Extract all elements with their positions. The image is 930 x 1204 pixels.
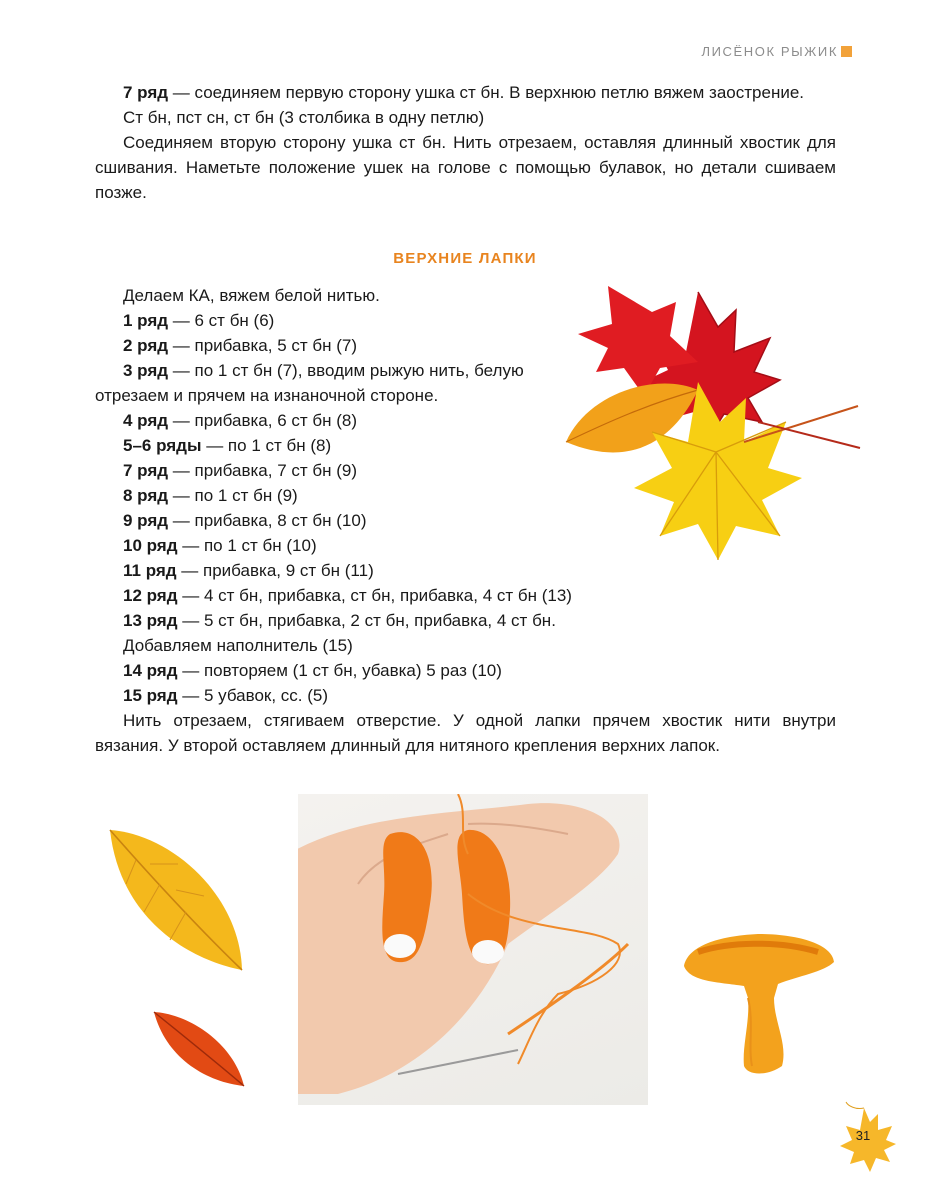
row-text: — 6 ст бн (6): [168, 311, 275, 330]
paws-row: [95, 558, 836, 583]
row-label: 2 ряд: [123, 336, 169, 355]
row-text: — 5 убавок, сс. (5): [177, 686, 329, 705]
row-label: 11 ряд: [123, 561, 177, 580]
row-text: — по 1 ст бн (8): [201, 436, 332, 455]
paws-row: [95, 608, 836, 633]
ears-row-7: [95, 80, 836, 105]
row-text: — прибавка, 5 ст бн (7): [168, 336, 358, 355]
row-label: 10 ряд: [123, 536, 178, 555]
row-label: 4 ряд: [123, 411, 169, 430]
ears-finish: Соединяем вторую сторону ушка ст бн. Нить отрезаем, оставляя длинный хвостик для сшивания. Наметьте положение ушек на голове с помощью булавок, но детали сшиваем позже.: [95, 133, 836, 202]
running-title: ЛИСЁНОК РЫЖИК: [701, 44, 838, 59]
row-text: — прибавка, 6 ст бн (8): [168, 411, 358, 430]
page-number: 31: [855, 1128, 871, 1143]
row-label: 7 ряд: [123, 461, 169, 480]
paws-row: [95, 508, 836, 533]
yellow-birch-leaf-illustration: [100, 824, 250, 974]
paws-finish: Нить отрезаем, стягиваем отверстие. У одной лапки прячем хвостик нити внутри вязания. У второй оставляем длинный для нитяного крепления верхних лапок.: [95, 711, 836, 755]
row-text: — по 1 ст бн (10): [177, 536, 317, 555]
ears-sharpening: Ст бн, пст сн, ст бн (3 столбика в одну петлю): [123, 108, 485, 127]
paws-intro: Делаем КА, вяжем белой нитью.: [123, 286, 380, 305]
row-text: — по 1 ст бн (9): [168, 486, 298, 505]
row-label: 15 ряд: [123, 686, 178, 705]
row-text: — прибавка, 8 ст бн (10): [168, 511, 367, 530]
paws-row: [95, 308, 836, 333]
paws-row: [95, 583, 836, 608]
running-title-mark: [841, 46, 852, 57]
row-text: — прибавка, 9 ст бн (11): [176, 561, 374, 580]
row-label: 8 ряд: [123, 486, 169, 505]
section-heading: ВЕРХНИЕ ЛАПКИ: [393, 250, 537, 267]
row-label: 1 ряд: [123, 311, 169, 330]
row-text: — по 1 ст бн (7), вводим рыжую нить, белую отрезаем и прячем на изнаночной стороне.: [95, 361, 524, 405]
row-label: 9 ряд: [123, 511, 169, 530]
ears-instructions: [95, 80, 836, 205]
row-label: 13 ряд: [123, 611, 178, 630]
row-label: 7 ряд: [123, 83, 169, 102]
row-text: — повторяем (1 ст бн, убавка) 5 раз (10): [177, 661, 502, 680]
paws-row: [95, 433, 836, 458]
paws-row: [95, 408, 836, 433]
small-red-leaf-illustration: [150, 1008, 248, 1090]
row-label: 5–6 ряды: [123, 436, 202, 455]
row-text: — 4 ст бн, прибавка, ст бн, прибавка, 4 ст бн (13): [177, 586, 572, 605]
row-text: — прибавка, 7 ст бн (9): [168, 461, 358, 480]
row-text: — соединяем первую сторону ушка ст бн. В верхнюю петлю вяжем заострение.: [168, 83, 805, 102]
chanterelle-mushroom-illustration: [678, 926, 838, 1076]
row-text: — 5 ст бн, прибавка, 2 ст бн, прибавка, 4 ст бн.: [177, 611, 556, 630]
paws-stuffing: Добавляем наполнитель (15): [123, 636, 353, 655]
paws-row: [95, 483, 836, 508]
paws-row: [95, 658, 836, 683]
page-number-block: [838, 1100, 900, 1174]
paws-row: [95, 358, 535, 408]
paws-row: [95, 333, 836, 358]
paws-row: [95, 458, 836, 483]
crocheted-paws-photo: [298, 794, 648, 1105]
paws-row: [95, 533, 836, 558]
row-label: 3 ряд: [123, 361, 169, 380]
paws-row: [95, 683, 836, 708]
upper-paws-instructions: [95, 283, 836, 758]
row-label: 14 ряд: [123, 661, 178, 680]
row-label: 12 ряд: [123, 586, 178, 605]
photo-scene: [298, 794, 648, 1105]
